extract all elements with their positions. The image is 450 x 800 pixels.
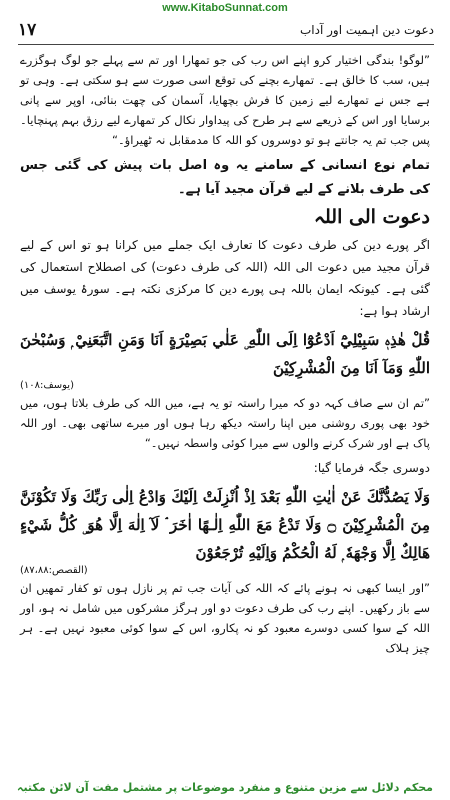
verse-1-reference: (یوسف:۱۰۸)	[20, 380, 74, 391]
quran-verse-1: قُلْ هٰذِهٖ سَبِيْلِيْٓ اَدْعُوْٓا اِلَى اللّٰهِ ۣ عَلٰي بَصِيْرَةٍ اَنَا وَمَنِ اتَّبَعَنِيْ ۭ وَسُبْحٰنَ اللّٰهِ وَمَآ اَنَا مِنَ الْمُشْرِكِيْنَ	[20, 331, 430, 377]
running-title: دعوت دین اہمیت اور آداب	[299, 23, 434, 37]
paragraph-5: دوسری جگہ فرمایا گیا:	[313, 461, 430, 475]
site-url[interactable]: www.KitaboSunnat.com	[162, 2, 288, 14]
page-number: ۱۷	[18, 20, 37, 40]
paragraph-2: تمام نوع انسانی کے سامنے یہ وہ اصل بات پیش کی گئی جس کی طرف بلانے کے لیے قرآن مجید آیا ہے۔	[20, 158, 430, 197]
header-divider	[18, 44, 434, 45]
paragraph-3: اگر پورے دین کی طرف دعوت کا تعارف ایک جملے میں کرانا ہو تو اس کے لیے قرآن مجید میں دعوت الی اللہ (اللہ کی طرف دعوت) کی اصطلاح استعمال کی گئی ہے۔ کیونکہ ایمان باللہ ہی پورے دین کا مرکزی نکتہ ہے۔ سورۂ یوسف میں ارشاد ہوا ہے:	[20, 238, 430, 318]
translation-paragraph-1: ”تم ان سے صاف کہہ دو کہ میرا راستہ تو یہ ہے، میں اللہ کی طرف بلاتا ہوں، میں خود بھی پوری روشنی میں اپنا راستہ دیکھ رہا ہوں اور میرے ساتھی بھی۔ اور اللہ پاک ہے اور شرک کرنے والوں سے میرا کوئی واسطہ نہیں۔“	[20, 396, 430, 450]
page-header	[14, 20, 434, 42]
footer-banner[interactable]: محکم دلائل سے مزین متنوع و منفرد موضوعات پر مشتمل مفت آن لائن مکتبہ	[17, 781, 433, 794]
section-heading: دعوت الی اللہ	[313, 206, 430, 228]
verse-2-reference: (القصص:۸۷،۸۸)	[20, 565, 88, 576]
translation-paragraph-2: ”اور ایسا کبھی نہ ہونے پائے کہ اللہ کی آیات جب تم پر نازل ہوں تو کفار تمھیں ان سے باز رکھیں۔ اپنے رب کی طرف دعوت دو اور ہرگز مشرکوں میں شامل نہ ہو، اور اللہ کے سوا کسی دوسرے معبود کو نہ پکارو، اس کے سوا کوئی معبود نہیں ہے۔ ہر چیز ہلاک	[20, 581, 430, 655]
page-content	[20, 50, 430, 768]
quote-paragraph-1: ”لوگو! بندگی اختیار کرو اپنے اس رب کی جو تمھارا اور تم سے پہلے جو لوگ ہوگزرے ہیں، سب کا خالق ہے۔ تمھارے بچنے کی توقع اسی صورت سے ہو سکتی ہے۔ وہی تو ہے جس نے تمھارے لیے زمین کا فرش بچھایا، آسمان کی چھت بنائی، اوپر سے پانی برسایا اور اس کے ذریعے سے ہر طرح کی پیداوار نکال کر تمھارے لیے رزق بہم پہنچایا۔ پس جب تم یہ جانتے ہو تو دوسروں کو اللہ کا مدمقابل نہ ٹھیراؤ۔“	[20, 53, 430, 147]
quran-verse-2: وَلَا يَصُدُّنَّكَ عَنْ اٰيٰتِ اللّٰهِ بَعْدَ اِذْ اُنْزِلَتْ اِلَيْكَ وَادْعُ اِلٰى رَبِّكَ وَلَا تَكُوْنَنَّ مِنَ الْمُشْرِكِيْنَ ۝ وَلَا تَدْعُ مَعَ اللّٰهِ اِلٰـهًا اٰخَرَ ۘ لَآ اِلٰهَ اِلَّا هُوَ ۣ كُلُّ شَيْءٍ هَالِكٌ اِلَّا وَجْهَهٗ ۭ لَهُ الْحُكْمُ وَاِلَيْهِ تُرْجَعُوْنَ	[20, 488, 431, 562]
